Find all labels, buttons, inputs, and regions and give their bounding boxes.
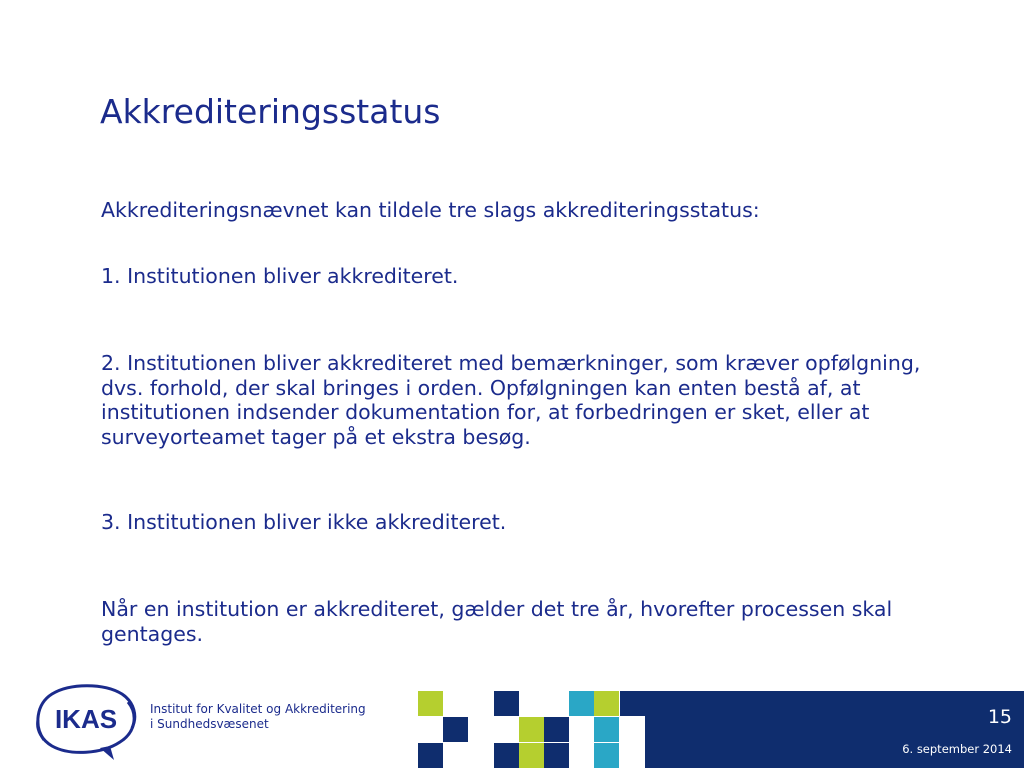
- decor-square: [494, 743, 519, 768]
- closing-paragraph: Når en institution er akkrediteret, gælder det tre år, hvorefter processen skal gentages.: [101, 597, 893, 646]
- decor-square: [519, 743, 544, 768]
- slide-date: 6. september 2014: [902, 742, 1012, 756]
- institute-line-2: i Sundhedsvæsenet: [150, 717, 269, 731]
- institute-name: [150, 702, 366, 732]
- status-item-2: 2. Institutionen bliver akkrediteret med bemærkninger, som kræver opfølgning, dvs. forhold, der skal bringes i orden. Opfølgningen kan enten bestå af, at institutionen indsender dokumentation for, at forbedringen er sket, eller at surveyorteamet tager på et ekstra besøg.: [101, 351, 921, 449]
- status-item-3: 3. Institutionen bliver ikke akkrediteret.: [101, 510, 507, 534]
- decor-square: [494, 691, 519, 716]
- decor-square: [544, 743, 569, 768]
- footer-band: [645, 691, 1024, 768]
- decor-square: [594, 743, 619, 768]
- page-number: 15: [987, 706, 1012, 728]
- decor-square: [594, 717, 619, 742]
- intro-paragraph: Akkrediteringsnævnet kan tildele tre slags akkrediteringsstatus:: [101, 198, 760, 222]
- decor-square: [620, 691, 645, 716]
- institute-line-1: Institut for Kvalitet og Akkreditering: [150, 702, 366, 716]
- logo-text: IKAS: [54, 704, 118, 734]
- decor-square: [418, 691, 443, 716]
- decor-square: [569, 691, 594, 716]
- decor-square: [418, 743, 443, 768]
- status-item-1: 1. Institutionen bliver akkrediteret.: [101, 264, 459, 288]
- ikas-logo: [30, 678, 142, 762]
- decor-square: [519, 717, 544, 742]
- decor-square: [594, 691, 619, 716]
- decor-square: [443, 717, 468, 742]
- slide-title: Akkrediteringsstatus: [100, 92, 441, 131]
- decor-square: [544, 717, 569, 742]
